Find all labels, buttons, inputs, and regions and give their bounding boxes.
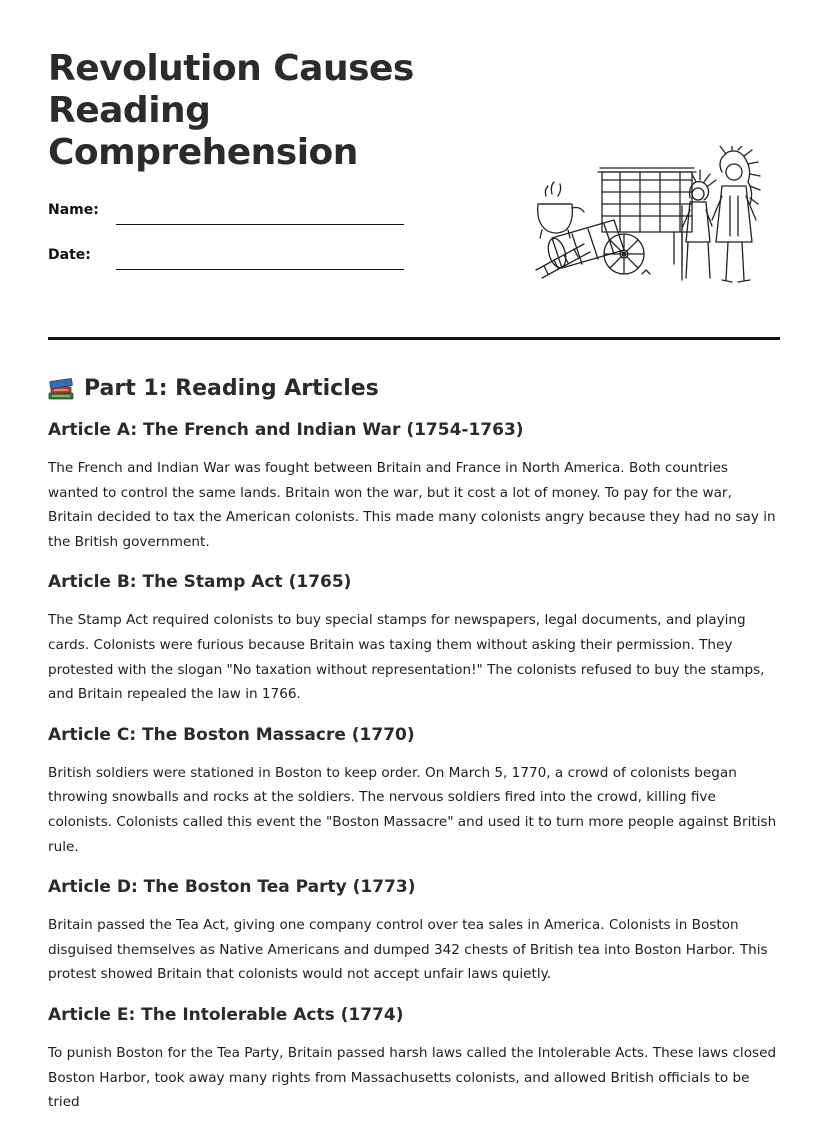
kettle-drawing xyxy=(538,182,584,238)
article-a xyxy=(48,418,780,554)
name-blank-line[interactable] xyxy=(116,224,404,225)
article-body: To punish Boston for the Tea Party, Britain passed harsh laws called the Intolerable Acts. These laws closed Boston Harbor, took away many rights from Massachusetts colonists, and allowed British officials to be tried xyxy=(48,1044,777,1111)
child-figure-drawing xyxy=(682,170,716,280)
part1-heading xyxy=(48,372,780,406)
article-body: The Stamp Act required colonists to buy special stamps for newspapers, legal documents, and playing cards. Colonists were furious because Britain was taxing them without asking their permission. They protested with the slogan "No taxation without representation!" The colonists refused to buy the stamps, and Britain repealed the law in 1766. xyxy=(48,612,765,703)
name-label: Name: xyxy=(48,202,99,218)
article-title: Article B: The Stamp Act (1765) xyxy=(48,572,352,593)
name-field-row xyxy=(48,200,408,230)
wagon-and-natives-illustration xyxy=(532,146,764,288)
article-title: Article D: The Boston Tea Party (1773) xyxy=(48,877,416,898)
date-blank-line[interactable] xyxy=(116,269,404,270)
worksheet-page xyxy=(48,0,780,1111)
worksheet-header xyxy=(48,0,780,340)
article-body: British soldiers were stationed in Boston to keep order. On March 5, 1770, a crowd of colonists began throwing snowballs and rocks at the soldiers. The nervous soldiers fired into the crowd, killing five colonists. Colonists called this event the "Boston Massacre" and used it to turn more people against British rule. xyxy=(48,764,777,855)
reading-content xyxy=(48,372,780,1131)
article-body: Britain passed the Tea Act, giving one company control over tea sales in America. Colonists in Boston disguised themselves as Native Americans and dumped 342 chests of British tea into Boston Harbor. This protest showed Britain that colonists would not accept unfair laws quietly. xyxy=(48,917,768,983)
article-body: The French and Indian War was fought between Britain and France in North America. Both countries wanted to control the same lands. Britain won the war, but it cost a lot of money. To pay for the war, Britain decided to tax the American colonists. This made many colonists angry because they had no say in the British government. xyxy=(48,460,776,550)
header-divider xyxy=(48,337,780,340)
article-d xyxy=(48,875,780,987)
article-e xyxy=(48,1003,780,1115)
chief-figure-drawing xyxy=(712,146,760,282)
page-title: Revolution Causes Reading Comprehension xyxy=(48,48,414,173)
grass-tuft xyxy=(642,270,650,274)
article-b xyxy=(48,570,780,706)
part1-heading-text: Part 1: Reading Articles xyxy=(84,376,379,401)
date-field-row xyxy=(48,245,408,275)
books-icon xyxy=(48,377,74,401)
article-c xyxy=(48,723,780,859)
article-title: Article A: The French and Indian War (1754-1763) xyxy=(48,420,524,440)
date-label: Date: xyxy=(48,247,91,263)
article-title: Article C: The Boston Massacre (1770) xyxy=(48,724,415,745)
article-title: Article E: The Intolerable Acts (1774) xyxy=(48,1004,404,1025)
